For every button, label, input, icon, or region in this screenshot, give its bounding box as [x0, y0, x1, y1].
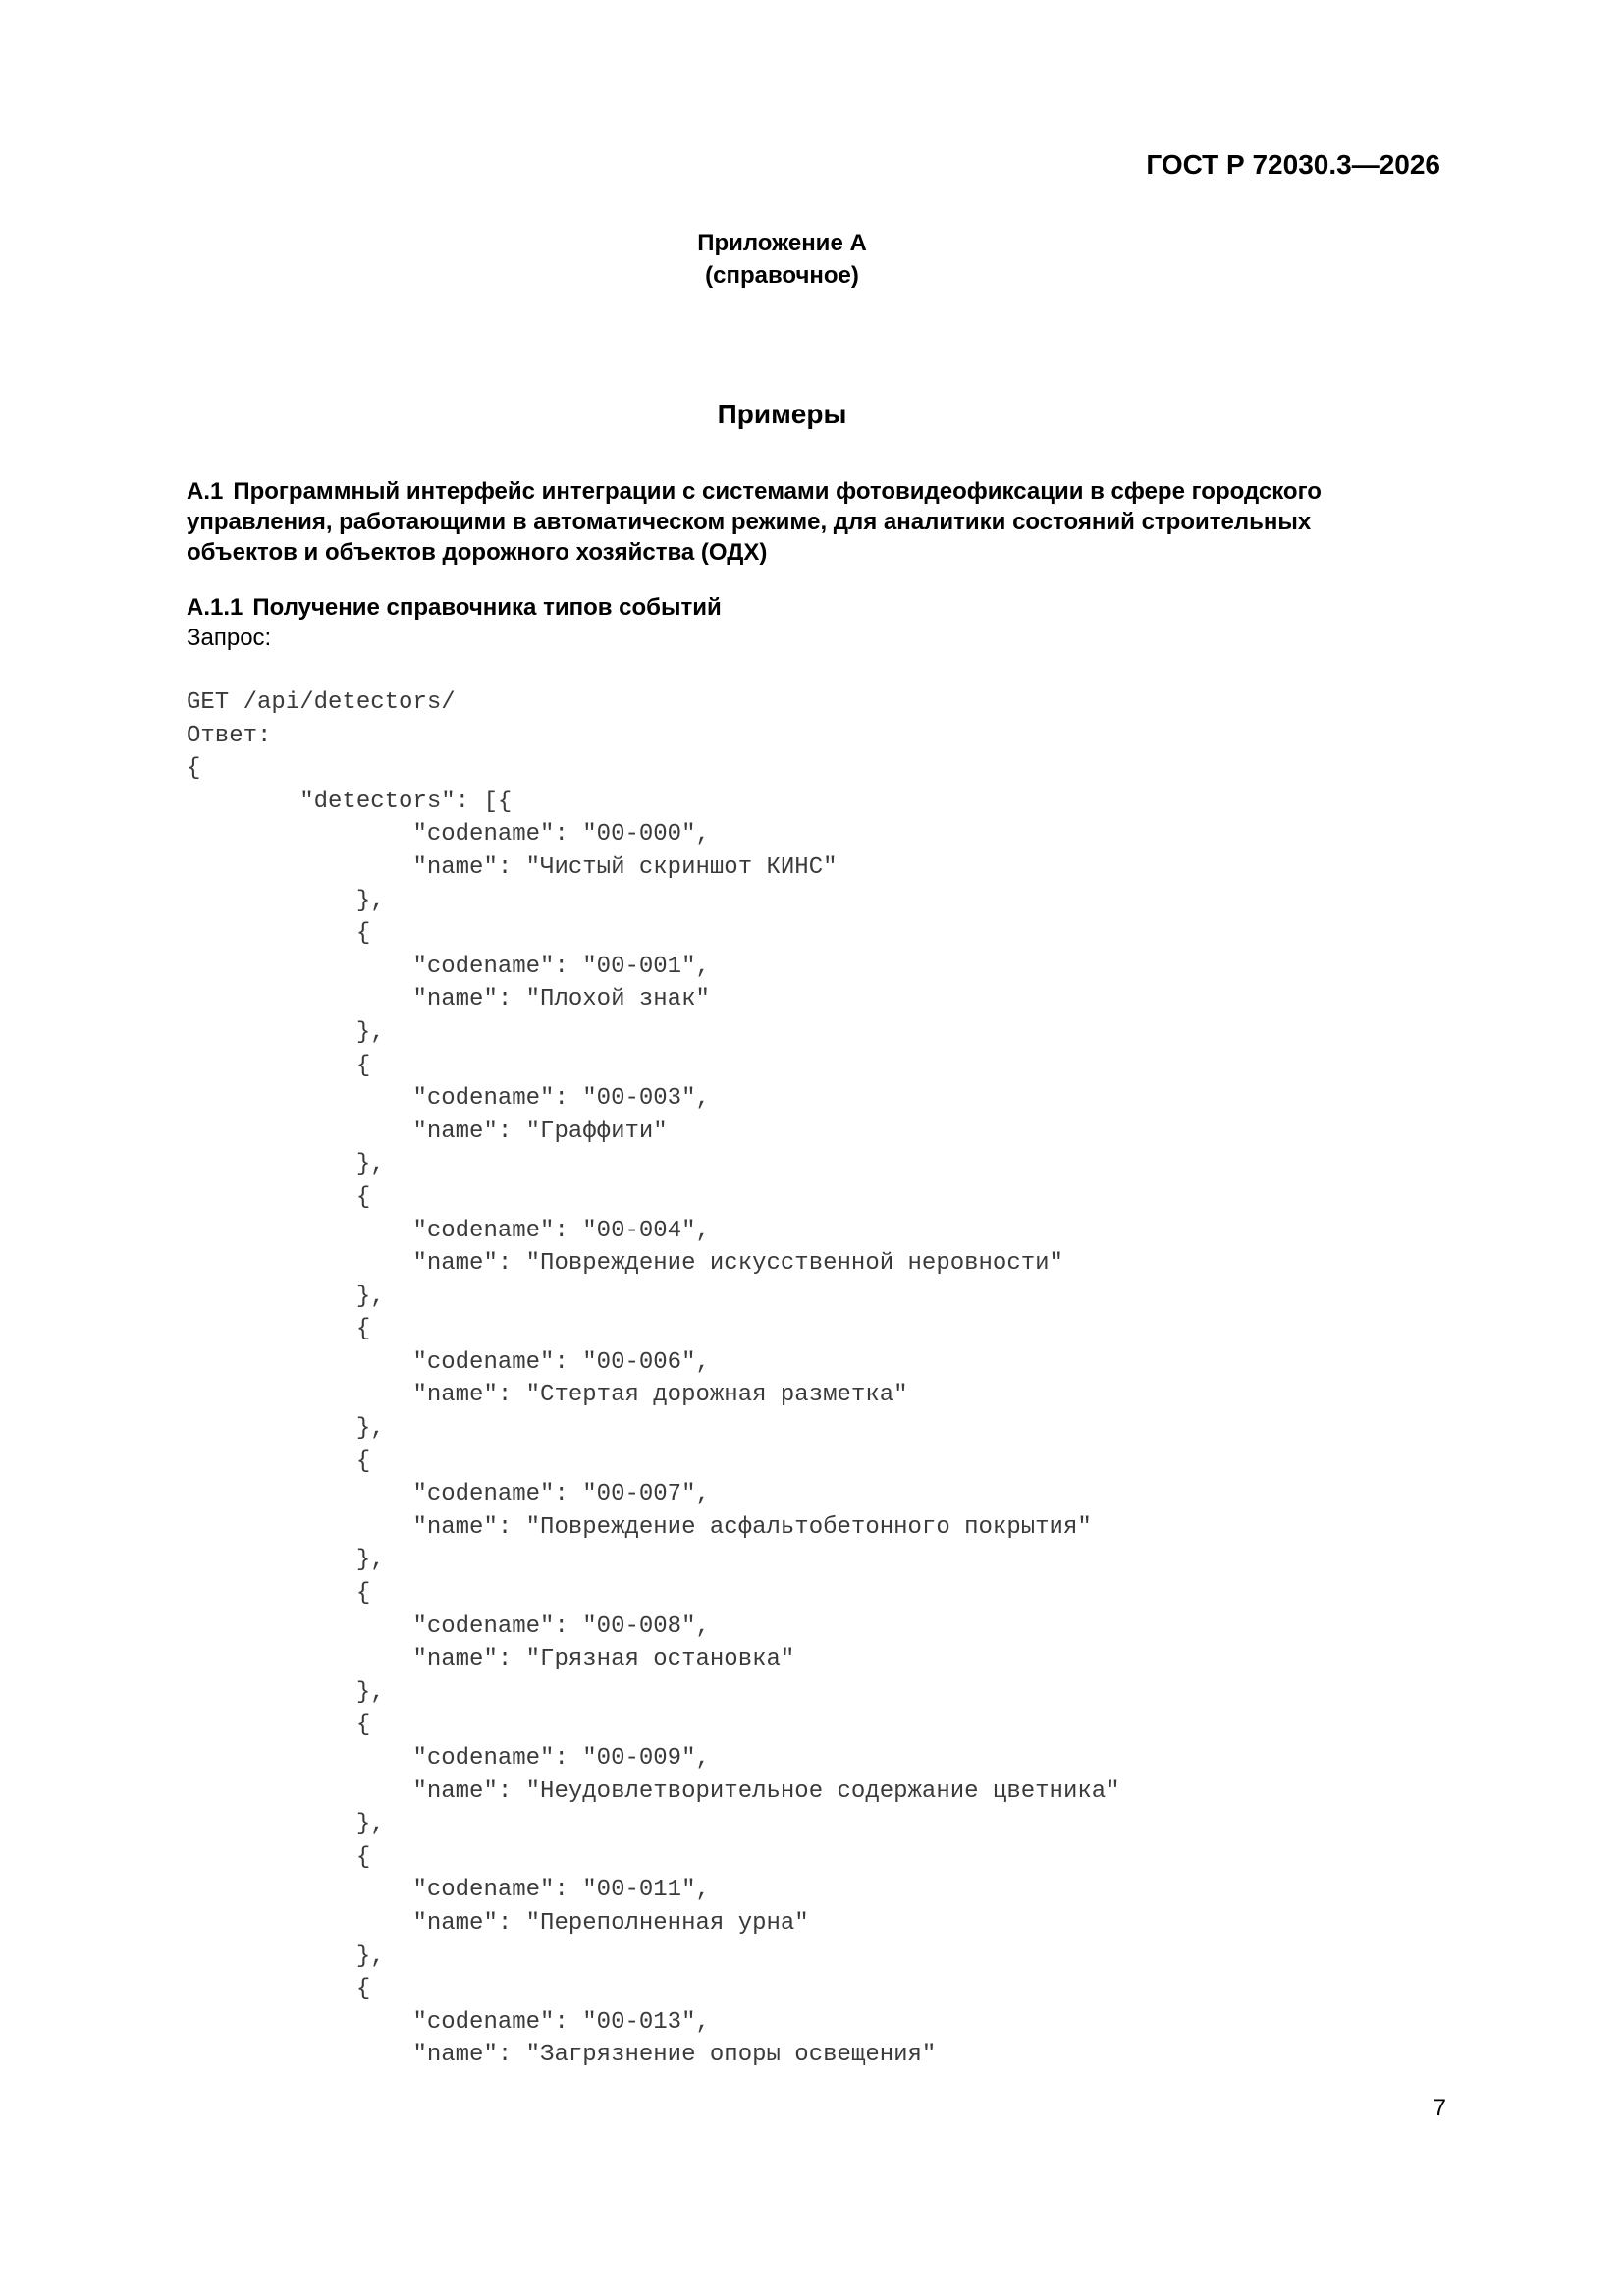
appendix-title: Приложение А — [697, 230, 867, 256]
section-title: Примеры — [717, 399, 847, 429]
code-line: { — [187, 1843, 371, 1871]
code-line: "codename": "00-013", — [187, 2008, 710, 2036]
appendix-heading — [0, 227, 1564, 292]
code-line: "codename": "00-000", — [187, 821, 710, 848]
code-line: "name": "Повреждение асфальтобетонного покрытия" — [187, 1513, 1092, 1541]
clause-title: Программный интерфейс интеграции с системами фотовидеофиксации в сфере городского управления, работающими в автоматическом режиме, для аналитики состояний строительных объектов и объектов дорожного хозяйства (ОДХ) — [187, 478, 1322, 566]
code-line: "codename": "00-009", — [187, 1745, 710, 1772]
subclause-number: А.1.1 — [187, 594, 243, 621]
code-line: { — [187, 1183, 371, 1211]
document-header-standard-id: ГОСТ Р 72030.3—2026 — [1146, 149, 1440, 180]
code-line: { — [187, 1316, 371, 1343]
code-line: { — [187, 755, 201, 783]
code-line: "codename": "00-006", — [187, 1348, 710, 1376]
code-line: "codename": "00-003", — [187, 1085, 710, 1113]
code-line: }, — [187, 1151, 385, 1178]
code-line: }, — [187, 1942, 385, 1970]
subclause-heading-a1-1 — [187, 592, 722, 623]
code-line: "name": "Загрязнение опоры освещения" — [187, 2042, 937, 2069]
code-line: { — [187, 1052, 371, 1079]
code-line: "name": "Переполненная урна" — [187, 1909, 809, 1937]
request-label: Запрос: — [187, 625, 272, 651]
appendix-status: (справочное) — [705, 262, 859, 289]
code-line: }, — [187, 1415, 385, 1443]
page-number: 7 — [1433, 2095, 1446, 2121]
code-line: "name": "Стертая дорожная разметка" — [187, 1382, 908, 1409]
code-line: "name": "Плохой знак" — [187, 986, 710, 1013]
code-line: { — [187, 1976, 371, 2003]
code-line: "name": "Повреждение искусственной неровности" — [187, 1250, 1063, 1278]
code-line: { — [187, 920, 371, 948]
code-line: { — [187, 1580, 371, 1608]
code-line: }, — [187, 1547, 385, 1574]
code-line: }, — [187, 1811, 385, 1838]
code-line: "codename": "00-008", — [187, 1613, 710, 1640]
code-line: }, — [187, 1283, 385, 1310]
code-line: { — [187, 1712, 371, 1739]
code-line: }, — [187, 887, 385, 914]
clause-number: А.1 — [187, 478, 224, 505]
code-line: }, — [187, 1678, 385, 1706]
code-line: GET /api/detectors/ — [187, 689, 456, 716]
code-line: "codename": "00-007", — [187, 1481, 710, 1508]
code-line: "name": "Грязная остановка" — [187, 1646, 795, 1673]
code-line: "codename": "00-001", — [187, 953, 710, 980]
subclause-title: Получение справочника типов событий — [252, 594, 722, 621]
code-line: "codename": "00-011", — [187, 1877, 710, 1904]
code-line: { — [187, 1448, 371, 1475]
code-line: "name": "Граффити" — [187, 1118, 668, 1145]
clause-heading-a1 — [187, 476, 1414, 568]
api-code-block — [187, 686, 1120, 2072]
code-line: }, — [187, 1018, 385, 1046]
code-line: "name": "Чистый скриншот КИНС" — [187, 853, 838, 881]
code-line: "name": "Неудовлетворительное содержание цветника" — [187, 1777, 1120, 1805]
code-line: "codename": "00-004", — [187, 1217, 710, 1244]
code-line: "detectors": [{ — [187, 788, 513, 815]
code-line: Ответ: — [187, 722, 272, 749]
